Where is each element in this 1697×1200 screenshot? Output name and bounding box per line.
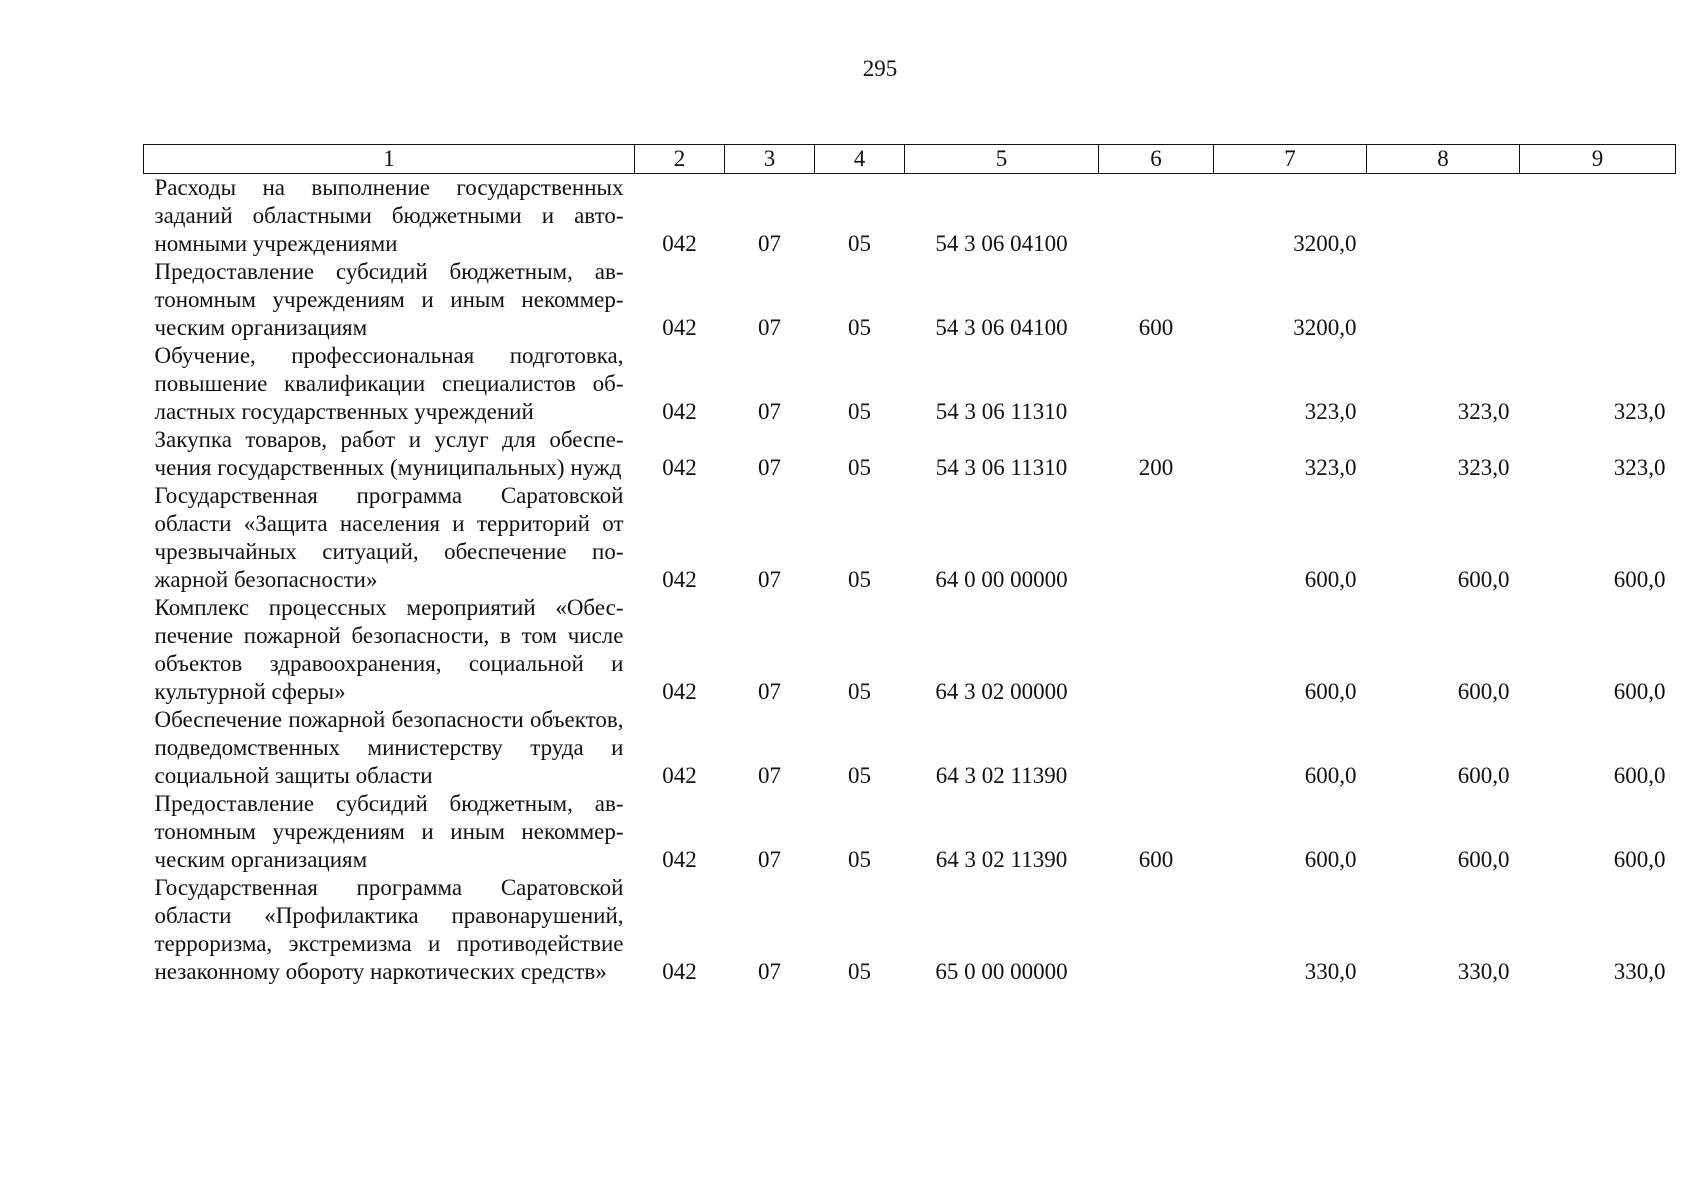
- row-target-article: 65 0 00 00000: [935, 959, 1068, 984]
- row-description: Государственная программа Саратовской области «Защита населения и территорий от чрезвычайных ситуаций, обеспечение пожарной безопасности»: [154, 483, 624, 592]
- row-ministry-code: 042: [662, 567, 697, 592]
- row-description: Государственная программа Саратовской области «Профилактика правонарушений, терроризма, экстремизма и противодействие незаконному обороту наркотических средств»: [154, 875, 624, 984]
- row-subsection-code: 05: [848, 763, 871, 788]
- row-amount-year-3: [1520, 174, 1676, 259]
- row-ministry-code: 042: [662, 455, 697, 480]
- table-row: [144, 594, 1676, 706]
- row-amount-year-3: [1520, 258, 1676, 342]
- column-number-header: 7: [1214, 145, 1367, 174]
- row-amount-year-2: 323,0: [1457, 399, 1510, 424]
- row-ministry-code: 042: [662, 763, 697, 788]
- row-ministry-code: 042: [662, 231, 697, 256]
- row-section-code: 07: [758, 959, 781, 984]
- row-subsection-code: 05: [848, 455, 871, 480]
- row-expense-type: [1099, 482, 1214, 594]
- row-target-article: 54 3 06 04100: [935, 315, 1068, 340]
- table-row: [144, 342, 1676, 426]
- row-expense-type: 600: [1138, 315, 1174, 340]
- column-number-header: 9: [1520, 145, 1676, 174]
- table-row: [144, 874, 1676, 986]
- row-subsection-code: 05: [848, 231, 871, 256]
- column-number-header: 4: [815, 145, 905, 174]
- row-target-article: 64 3 02 00000: [935, 679, 1068, 704]
- row-amount-year-2: 323,0: [1457, 455, 1510, 480]
- row-amount-year-3: 600,0: [1613, 679, 1666, 704]
- row-amount-year-3: 600,0: [1613, 763, 1666, 788]
- row-ministry-code: 042: [662, 315, 697, 340]
- column-number-header: 2: [635, 145, 725, 174]
- row-description: Обучение, профессиональная подготовка, повышение квалификации специалистов областных государственных учреждений: [154, 343, 624, 424]
- row-amount-year-2: 330,0: [1457, 959, 1510, 984]
- table-row: [144, 482, 1676, 594]
- row-target-article: 64 3 02 11390: [935, 763, 1068, 788]
- row-amount-year-2: [1367, 174, 1520, 259]
- row-target-article: 54 3 06 11310: [935, 399, 1068, 424]
- row-subsection-code: 05: [848, 399, 871, 424]
- row-subsection-code: 05: [848, 679, 871, 704]
- row-expense-type: 600: [1138, 847, 1174, 872]
- row-subsection-code: 05: [848, 847, 871, 872]
- row-ministry-code: 042: [662, 959, 697, 984]
- row-ministry-code: 042: [662, 399, 697, 424]
- row-expense-type: 200: [1138, 455, 1174, 480]
- row-amount-year-2: 600,0: [1457, 763, 1510, 788]
- column-number-row: [144, 145, 1676, 174]
- column-number-header: 6: [1099, 145, 1214, 174]
- table-row: [144, 174, 1676, 259]
- row-amount-year-1: 3200,0: [1293, 315, 1357, 340]
- row-expense-type: [1099, 706, 1214, 790]
- row-amount-year-1: 600,0: [1304, 567, 1357, 592]
- row-expense-type: [1099, 874, 1214, 986]
- column-number-header: 1: [144, 145, 635, 174]
- row-amount-year-1: 330,0: [1304, 959, 1357, 984]
- row-section-code: 07: [758, 763, 781, 788]
- column-number-header: 5: [905, 145, 1099, 174]
- row-section-code: 07: [758, 399, 781, 424]
- table-row: [144, 258, 1676, 342]
- page-number: 295: [862, 56, 898, 81]
- column-number-header: 8: [1367, 145, 1520, 174]
- row-target-article: 54 3 06 04100: [935, 231, 1068, 256]
- row-section-code: 07: [758, 315, 781, 340]
- row-subsection-code: 05: [848, 959, 871, 984]
- row-amount-year-1: 323,0: [1304, 399, 1357, 424]
- row-amount-year-1: 323,0: [1304, 455, 1357, 480]
- row-amount-year-1: 600,0: [1304, 847, 1357, 872]
- row-section-code: 07: [758, 567, 781, 592]
- row-amount-year-1: 600,0: [1304, 679, 1357, 704]
- row-description: Обеспечение пожарной безопасности объектов, подведомственных министерству труда и социальной защиты области: [154, 707, 624, 788]
- row-expense-type: [1099, 342, 1214, 426]
- row-target-article: 64 3 02 11390: [935, 847, 1068, 872]
- row-amount-year-1: 600,0: [1304, 763, 1357, 788]
- row-amount-year-1: 3200,0: [1293, 231, 1357, 256]
- row-expense-type: [1099, 174, 1214, 259]
- table-row: [144, 426, 1676, 482]
- row-description: Комплекс процессных мероприятий «Обеспечение пожарной безопасности, в том числе объектов здравоохранения, социальной и культурной сферы»: [154, 595, 624, 704]
- row-ministry-code: 042: [662, 847, 697, 872]
- row-description: Закупка товаров, работ и услуг для обеспечения государственных (муниципальных) нужд: [154, 427, 624, 480]
- row-amount-year-2: 600,0: [1457, 567, 1510, 592]
- row-amount-year-3: 323,0: [1613, 455, 1666, 480]
- row-amount-year-3: 330,0: [1613, 959, 1666, 984]
- row-subsection-code: 05: [848, 315, 871, 340]
- row-subsection-code: 05: [848, 567, 871, 592]
- row-description: Предоставление субсидий бюджетным, автономным учреждениям и иным некоммерческим организациям: [154, 791, 624, 872]
- row-description: Предоставление субсидий бюджетным, автономным учреждениям и иным некоммерческим организациям: [154, 259, 624, 340]
- row-section-code: 07: [758, 847, 781, 872]
- row-target-article: 54 3 06 11310: [935, 455, 1068, 480]
- row-ministry-code: 042: [662, 679, 697, 704]
- row-amount-year-2: 600,0: [1457, 679, 1510, 704]
- row-section-code: 07: [758, 455, 781, 480]
- table-row: [144, 706, 1676, 790]
- row-amount-year-2: [1367, 258, 1520, 342]
- budget-table: [143, 144, 1676, 986]
- row-section-code: 07: [758, 679, 781, 704]
- table-row: [144, 790, 1676, 874]
- row-amount-year-3: 323,0: [1613, 399, 1666, 424]
- row-target-article: 64 0 00 00000: [935, 567, 1068, 592]
- row-amount-year-2: 600,0: [1457, 847, 1510, 872]
- row-amount-year-3: 600,0: [1613, 567, 1666, 592]
- row-description: Расходы на выполнение государственных заданий областными бюджетными и автономными учреждениями: [154, 175, 624, 256]
- row-expense-type: [1099, 594, 1214, 706]
- column-number-header: 3: [725, 145, 815, 174]
- row-section-code: 07: [758, 231, 781, 256]
- row-amount-year-3: 600,0: [1613, 847, 1666, 872]
